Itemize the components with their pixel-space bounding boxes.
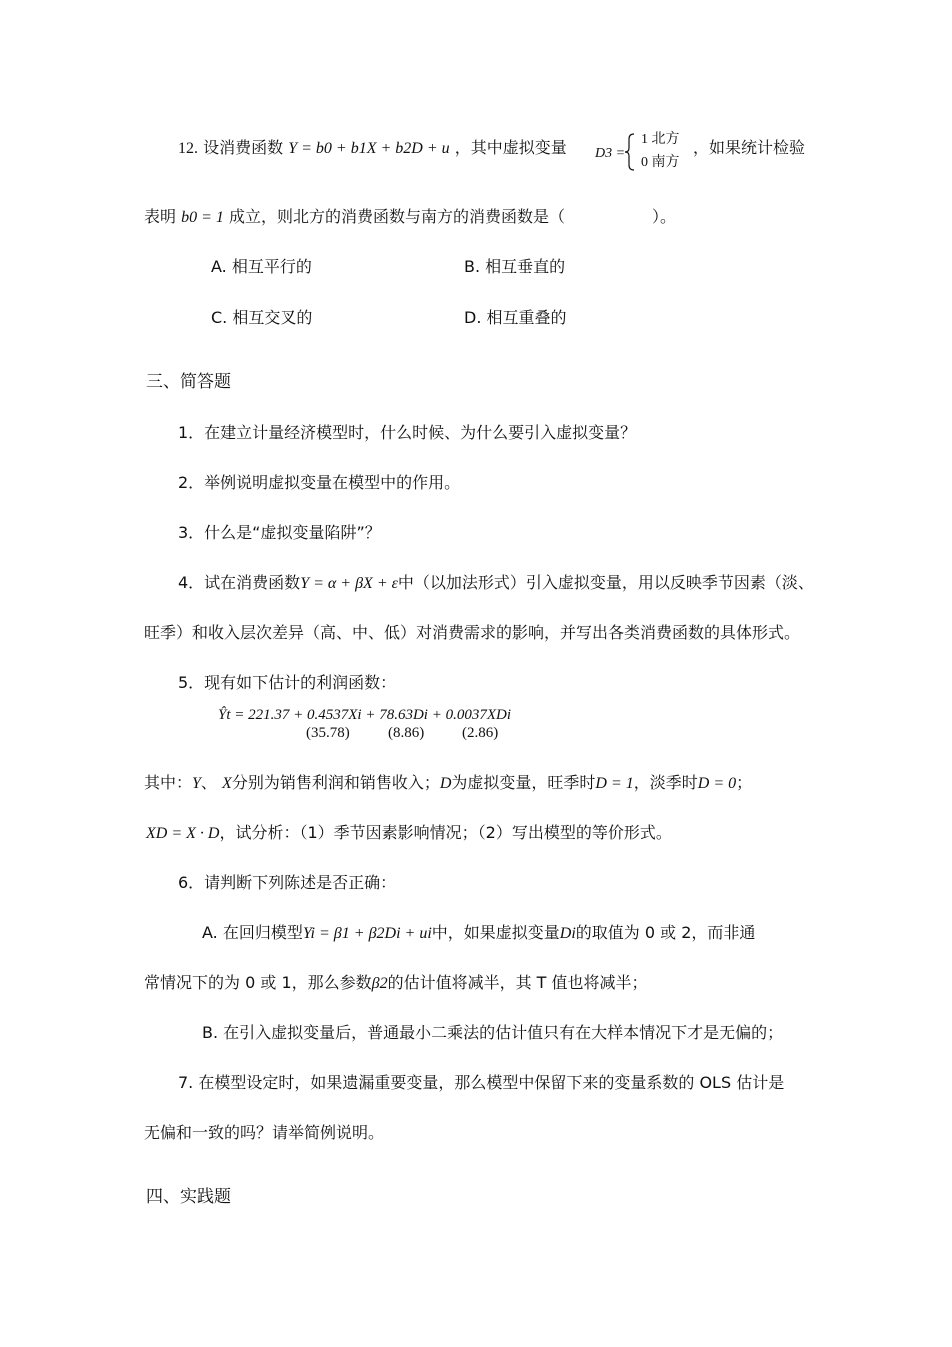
q3-5-D1: D = 1: [595, 775, 634, 792]
q3-6A-line2: [144, 972, 648, 995]
q12-text2: ，其中虚拟变量: [454, 138, 567, 157]
q12-option-a: A. 相互平行的: [211, 257, 312, 276]
q12-dummy-var: D3 =: [595, 146, 626, 161]
q3-5-XD: XD = X · D: [146, 825, 220, 842]
q3-2: 2．举例说明虚拟变量在模型中的作用。: [178, 473, 461, 492]
q12-text3: ，如果统计检验: [693, 138, 806, 157]
q3-6A-b: 中，如果虚拟变量: [431, 923, 560, 942]
q12-number: 12.: [178, 140, 198, 157]
q3-5-b1: 其中：: [144, 773, 193, 792]
q3-1: 1．在建立计量经济模型时，什么时候、为什么要引入虚拟变量？: [178, 423, 637, 442]
q3-5-X: X: [222, 775, 232, 792]
q3-6A-D: Di: [559, 925, 576, 942]
q3-5-c: ，试分析：（1）季节因素影响情况；（2）写出模型的等价形式。: [219, 823, 672, 842]
q3-4-formula: Y = α + βX + ε: [300, 575, 398, 592]
q3-4-line1: [178, 572, 814, 595]
section3-title: 三、简答题: [146, 372, 231, 392]
q3-7-line1: 7. 在模型设定时，如果遗漏重要变量，那么模型中保留下来的变量系数的 OLS 估计是: [178, 1073, 785, 1092]
q12-formula: Y = b0 + b1X + b2D + u: [288, 140, 450, 157]
q3-5-b3: 为虚拟变量，旺季时: [451, 773, 596, 792]
q3-6A-a: A. 在回归模型: [202, 923, 303, 942]
q12-line2-c: ）。: [652, 207, 677, 226]
q12-line2-a: 表明: [144, 207, 177, 226]
q3-5-Y: Y: [192, 775, 201, 792]
q12-case1: 1 北方: [641, 132, 680, 147]
q3-5-line2: [144, 772, 752, 795]
q3-5-equation-block: [218, 705, 511, 743]
q3-7-line2: 无偏和一致的吗？请举简例说明。: [144, 1123, 385, 1142]
q12-line2-b: 成立，则北方的消费函数与南方的消费函数是（: [229, 207, 566, 226]
q3-4-line2: 旺季）和收入层次差异（高、中、低）对消费需求的影响，并写出各类消费函数的具体形式。: [144, 623, 801, 642]
section4-title: 四、实践题: [146, 1187, 231, 1207]
q12-case2: 0 南方: [641, 155, 680, 170]
q3-5-se-3: (2.86): [462, 725, 499, 741]
q3-5-b4: ，淡季时: [633, 773, 698, 792]
q12-option-b: B. 相互垂直的: [464, 257, 566, 276]
q3-6-line1: 6．请判断下列陈述是否正确：: [178, 873, 397, 892]
q3-5-std-errors: [218, 725, 511, 743]
q3-6A-line1: [202, 922, 755, 945]
q3-6A-d: 常情况下的为 0 或 1，那么参数: [144, 973, 372, 992]
q3-4-b: 中（以加法形式）引入虚拟变量，用以反映季节因素（淡、: [397, 573, 814, 592]
q3-4-a: 4．试在消费函数: [178, 573, 301, 592]
q3-5-se-2: (8.86): [388, 725, 425, 741]
q3-5-b2: 分别为销售利润和销售收入；: [231, 773, 440, 792]
q3-6A-c: 的取值为 0 或 2，而非通: [575, 923, 756, 942]
q3-6A-formula: Yi = β1 + β2Di + ui: [302, 925, 432, 942]
q3-5-line3: [146, 822, 672, 845]
q12-line1: [178, 137, 567, 160]
q3-3: 3．什么是“虚拟变量陷阱”？: [178, 523, 381, 542]
q12-condition: b0 = 1: [181, 209, 224, 226]
q12-text1: 设消费函数: [203, 138, 284, 157]
q3-5-line1: 5．现有如下估计的利润函数：: [178, 673, 397, 692]
q3-6A-beta: β2: [371, 975, 388, 992]
q3-5-D: D: [439, 775, 452, 792]
q3-6A-e: 的估计值将减半，其 T 值也将减半；: [387, 973, 648, 992]
q3-5-se-1: (35.78): [306, 725, 350, 741]
q12-option-d: D. 相互重叠的: [464, 308, 567, 327]
q3-5-sep: 、: [200, 773, 217, 792]
q12-option-c: C. 相互交叉的: [211, 308, 313, 327]
q3-5-b5: ；: [736, 773, 753, 792]
left-brace-icon: [624, 133, 636, 171]
q3-5-equation: Ŷt = 221.37 + 0.4537Xi + 78.63Di + 0.0037XDi: [218, 707, 511, 723]
q12-line2: [144, 206, 565, 229]
q3-5-D0: D = 0: [697, 775, 737, 792]
q3-6B: B. 在引入虚拟变量后，普通最小二乘法的估计值只有在大样本情况下才是无偏的；: [202, 1023, 784, 1042]
